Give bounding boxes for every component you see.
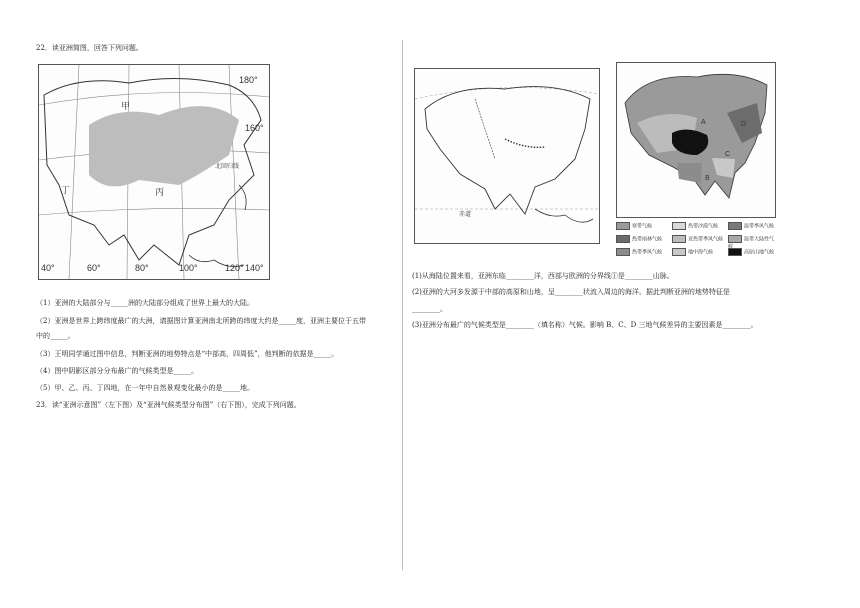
climate-label-a: A [701,119,706,126]
column-divider [402,40,403,570]
asia-outline-map [414,68,600,244]
q22-question-5: （5）甲、乙、丙、丁四地，在一年中自然景观变化最小的是_____地。 [36,384,254,392]
legend-item-1: 热带沙漠气候 [672,222,718,230]
asia-climate-drawing [617,63,775,217]
legend-item-8: 高原山地气候 [728,248,774,256]
bottom-tick-80: 80° [135,263,149,273]
bottom-tick-60: 60° [87,263,101,273]
right-tick-160: 160° [245,123,264,133]
q22-question-3: （3）王明同学通过图中信息，判断亚洲的地势特点是“中部高，四周低”，他判断的依据是_____。 [36,350,339,358]
q23-question-1: (1)从海陆位置来看，亚洲东临________洋，西部与欧洲的分界线①是________山脉。 [412,272,674,280]
legend-swatch [728,248,742,256]
bottom-tick-140: 140° [245,263,264,273]
asia-map-drawing [39,65,269,279]
q23-intro: 23．读“亚洲示意图”（左下图）及“亚洲气候类型分布图”（右下图），完成下列问题。 [36,401,301,409]
bottom-tick-40: 40° [41,263,55,273]
asia-climate-map [616,62,776,218]
legend-item-5: 温带大陆性气 [728,235,776,243]
asia-sketch-map [38,64,270,280]
right-tick-180: 180° [239,75,258,85]
legend-item-7: 地中海气候 [672,248,713,256]
asia-outline-drawing [415,69,599,243]
map-label-ding: 丁 [61,185,71,195]
q23-question-2-cont: ________。 [412,305,447,313]
legend-swatch [616,222,630,230]
legend-item-6: 热带季风气候 [616,248,662,256]
q22-intro: 22．读亚洲简图，回答下列问题。 [36,44,143,52]
climate-label-d: D [741,121,747,128]
legend-item-4: 亚热带季风气候 [672,235,723,243]
legend-swatch [616,248,630,256]
left-column [0,0,400,608]
legend-swatch [728,222,742,230]
q22-question-1: （1）亚洲的大陆部分与_____洲的大陆部分组成了世界上最大的大陆。 [36,299,254,307]
climate-label-b: B [705,175,710,182]
map-label-bing: 丙 [155,187,165,197]
q22-question-2-cont: 中的_____。 [36,332,75,340]
legend-swatch [728,235,742,243]
legend-swatch [616,235,630,243]
legend-item-0: 寒带气候 [616,222,652,230]
climate-legend [616,222,776,258]
q22-question-2: （2）亚洲是世界上跨纬度最广的大洲，请据图计算亚洲南北所跨的纬度大约是_____度，亚洲主要位于五带 [36,317,366,325]
legend-item-2: 温带季风气候 [728,222,774,230]
bottom-tick-120: 120° [225,263,244,273]
legend-swatch [672,222,686,230]
q23-question-3: (3)亚洲分布最广的气候类型是________（填名称）气候。影响 B、C、D 三地气候差异的主要因素是________。 [412,321,758,329]
bottom-tick-100: 100° [179,263,198,273]
legend-item-3: 热带雨林气候 [616,235,662,243]
equator-label: 赤道 [459,212,472,218]
q22-question-4: （4）图中阴影区部分分布最广的气候类型是_____。 [36,367,198,375]
climate-label-c: C [725,151,731,158]
map-label-tropic: 北回归线 [215,164,240,170]
map-label-jia: 甲 [121,101,131,111]
q23-question-2: (2)亚洲的大河多发源于中部的高原和山地，呈________状流入周边的海洋。据此判断亚洲的地势特征是 [412,288,730,296]
legend-swatch [672,248,686,256]
legend-swatch [672,235,686,243]
